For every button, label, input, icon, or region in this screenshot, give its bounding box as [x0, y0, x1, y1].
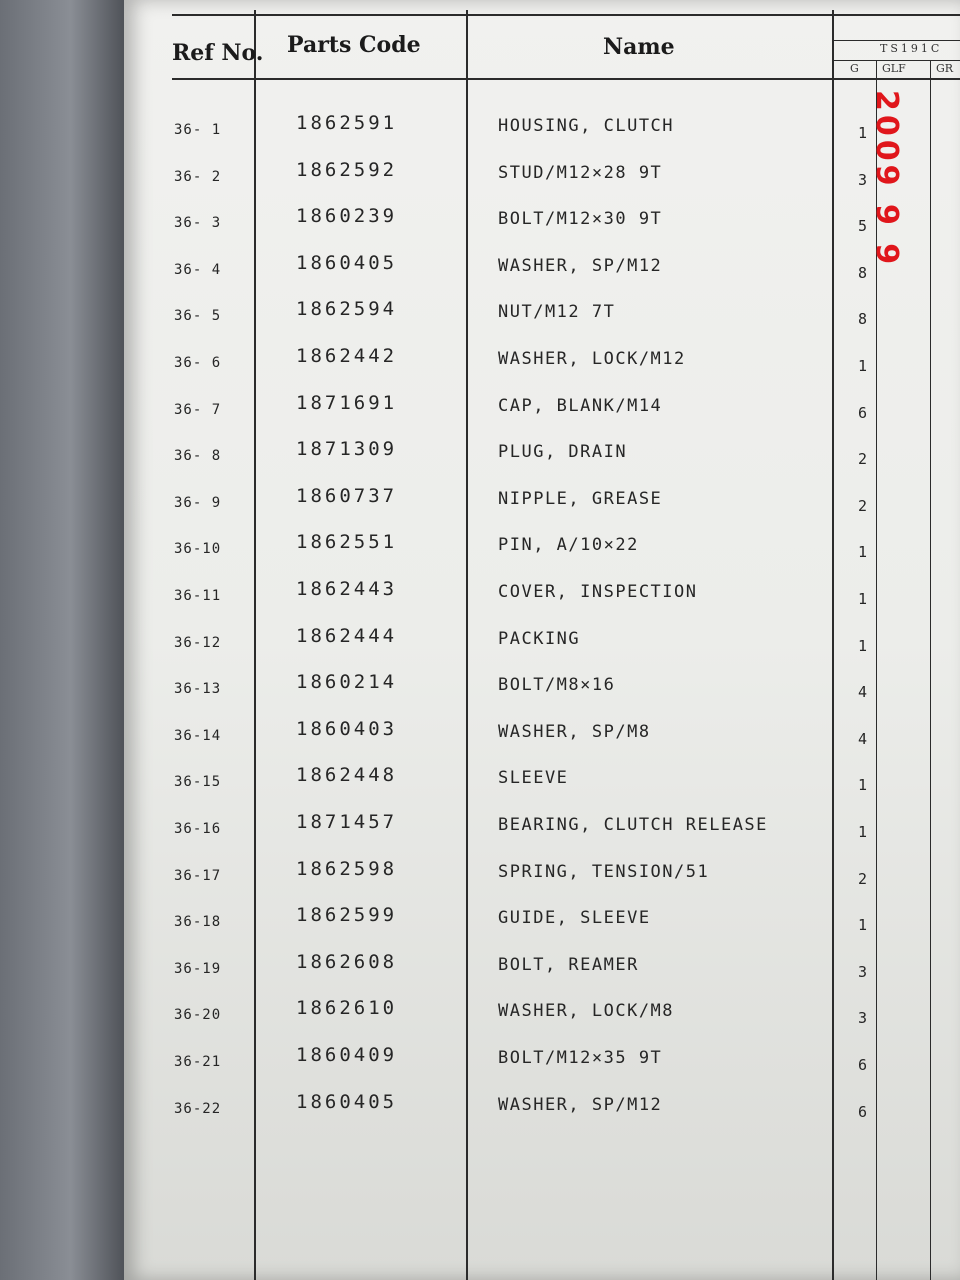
ref-number: 36- 9: [174, 494, 222, 511]
part-code: 1860405: [296, 251, 398, 274]
part-code: 1862592: [296, 158, 398, 181]
code-name-divider: [466, 10, 468, 1280]
part-code: 1862443: [296, 578, 398, 600]
part-quantity: 3: [858, 170, 868, 189]
ref-number: 36-11: [174, 588, 222, 604]
ref-number: 36- 2: [174, 168, 222, 185]
part-name: WASHER, SP/M12: [498, 255, 663, 276]
part-quantity: 1: [858, 916, 868, 935]
ref-number: 36- 3: [174, 215, 222, 232]
part-quantity: 8: [858, 263, 868, 282]
part-quantity: 6: [858, 403, 868, 422]
part-code: 1862599: [296, 904, 398, 927]
ref-number: 36- 8: [174, 448, 222, 465]
ref-number: 36- 1: [174, 122, 222, 138]
bleed-through-text: [334, 1110, 894, 1260]
part-code: 1860239: [296, 205, 398, 228]
part-quantity: 3: [858, 962, 868, 981]
part-name: BOLT, REAMER: [498, 954, 639, 975]
part-name: NUT/M12 7T: [498, 302, 616, 323]
part-quantity: 1: [858, 357, 868, 375]
part-code: 1862598: [296, 857, 398, 880]
part-quantity: 4: [858, 683, 868, 702]
part-quantity: 5: [858, 217, 868, 236]
part-quantity: 4: [858, 729, 868, 748]
part-name: GUIDE, SLEEVE: [498, 908, 651, 929]
part-code: 1862442: [296, 345, 398, 367]
part-quantity: 1: [858, 543, 868, 562]
part-quantity: 1: [858, 636, 868, 655]
part-quantity: 2: [858, 869, 868, 888]
part-name: SPRING, TENSION/51: [498, 861, 710, 882]
part-code: 1862608: [296, 950, 398, 973]
ref-number: 36-21: [174, 1054, 222, 1070]
part-code: 1871457: [296, 811, 398, 833]
part-code: 1862448: [296, 764, 398, 787]
ref-number: 36-18: [174, 914, 222, 931]
part-name: WASHER, SP/M12: [498, 1094, 663, 1115]
part-name: STUD/M12×28 9T: [498, 162, 663, 183]
part-code: 1860409: [296, 1044, 398, 1066]
ref-number: 36-16: [174, 821, 222, 837]
part-name: WASHER, LOCK/M8: [498, 1001, 675, 1022]
subcolumn-header-rule: [832, 60, 960, 61]
part-name: HOUSING, CLUTCH: [498, 116, 675, 136]
ref-number: 36-19: [174, 960, 222, 977]
part-code: 1860214: [296, 671, 398, 694]
part-quantity: 6: [858, 1056, 868, 1074]
ref-number: 36-20: [174, 1007, 222, 1024]
part-code: 1862610: [296, 997, 398, 1020]
part-code: 1860403: [296, 717, 398, 740]
header-top-rule: [172, 14, 960, 16]
part-quantity: 2: [858, 450, 868, 469]
part-name: WASHER, LOCK/M12: [498, 349, 686, 369]
part-quantity: 1: [858, 776, 868, 795]
part-code: 1862551: [296, 531, 398, 554]
part-name: BOLT/M12×35 9T: [498, 1048, 663, 1068]
part-quantity: 1: [858, 124, 868, 142]
part-name: NIPPLE, GREASE: [498, 488, 663, 509]
part-name: WASHER, SP/M8: [498, 721, 651, 742]
ref-number: 36-12: [174, 634, 222, 651]
part-quantity: 6: [858, 1102, 868, 1121]
part-quantity: 3: [858, 1009, 868, 1028]
subcolumn-glf: GLF: [882, 62, 906, 75]
camera-date-stamp: 2009 9 9: [869, 90, 904, 269]
part-name: PACKING: [498, 628, 581, 649]
ref-number: 36-13: [174, 681, 222, 698]
ref-number: 36- 6: [174, 355, 222, 371]
ref-number: 36-22: [174, 1100, 222, 1117]
ref-number: 36- 4: [174, 261, 222, 278]
parts-code-header: Parts Code: [287, 32, 421, 58]
part-name: CAP, BLANK/M14: [498, 395, 663, 416]
part-code: 1860737: [296, 484, 398, 507]
name-header: Name: [603, 34, 675, 60]
name-qty-divider: [832, 10, 834, 1280]
part-quantity: 8: [858, 310, 868, 329]
part-quantity: 1: [858, 823, 868, 841]
ref-number: 36- 7: [174, 401, 222, 418]
ref-number: 36- 5: [174, 308, 222, 325]
part-code: 1862444: [296, 624, 398, 647]
part-name: PLUG, DRAIN: [498, 442, 628, 463]
part-name: BOLT/M8×16: [498, 675, 616, 696]
part-code: 1871309: [296, 438, 398, 461]
model-header-rule: [832, 40, 960, 41]
ref-number: 36-10: [174, 541, 222, 558]
ref-number: 36-14: [174, 727, 222, 744]
qty-glf-divider: [930, 60, 931, 1280]
ref-number: 36-17: [174, 867, 222, 884]
part-name: PIN, A/10×22: [498, 535, 639, 556]
model-header: TS191C: [880, 42, 943, 55]
subcolumn-g: G: [850, 62, 859, 75]
ref-number: 36-15: [174, 774, 222, 791]
part-name: SLEEVE: [498, 768, 569, 789]
ref-no-header: Ref No.: [172, 40, 264, 66]
part-code: 1871691: [296, 391, 398, 414]
header-bottom-rule: [172, 78, 960, 80]
part-name: COVER, INSPECTION: [498, 582, 698, 602]
part-quantity: 1: [858, 590, 868, 608]
book-spine: [0, 0, 128, 1280]
part-code: 1862594: [296, 298, 398, 321]
part-name: BOLT/M12×30 9T: [498, 209, 663, 230]
part-name: BEARING, CLUTCH RELEASE: [498, 815, 768, 835]
parts-list-page: [124, 0, 960, 1280]
part-quantity: 2: [858, 496, 868, 515]
part-code: 1860405: [296, 1090, 398, 1113]
ref-code-divider: [254, 10, 256, 1280]
part-code: 1862591: [296, 112, 398, 134]
subcolumn-gr: GR: [936, 62, 954, 75]
